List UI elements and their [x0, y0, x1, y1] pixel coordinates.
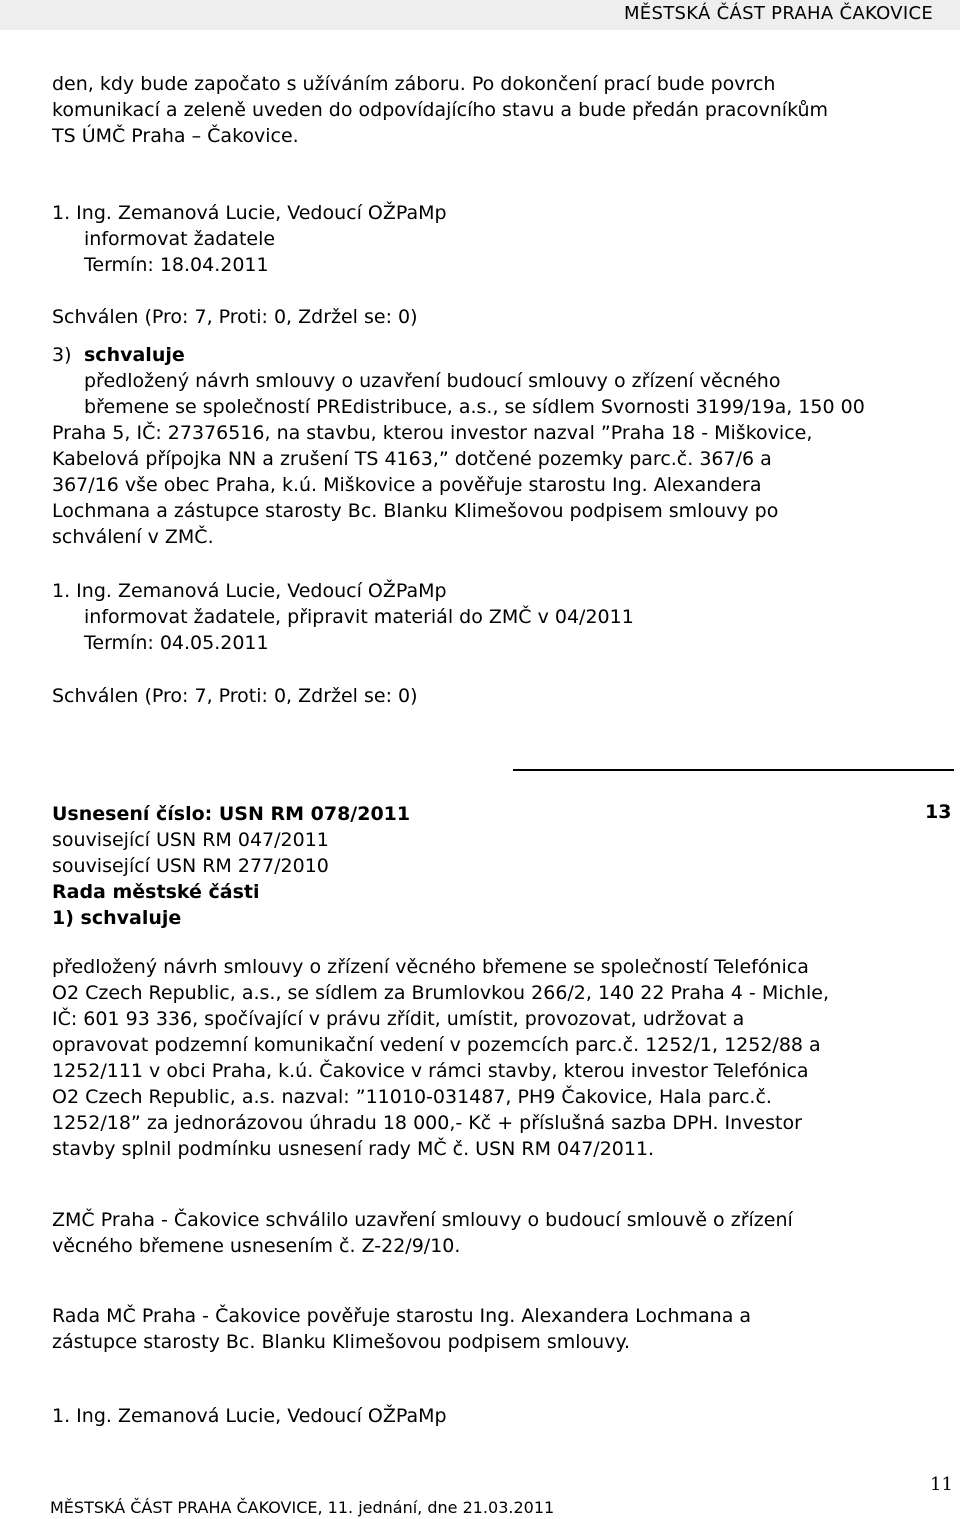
resolution-number: Usnesení číslo: USN RM 078/2011: [52, 803, 411, 825]
text-line: Lochmana a zástupce starosty Bc. Blanku Klimešovou podpisem smlouvy po: [52, 500, 779, 522]
related-resolution: související USN RM 047/2011: [52, 829, 329, 851]
page-number: 11: [930, 1474, 953, 1495]
task-responsible: 1. Ing. Zemanová Lucie, Vedoucí OŽPaMp: [52, 1405, 447, 1427]
text-line: zástupce starosty Bc. Blanku Klimešovou podpisem smlouvy.: [52, 1331, 631, 1353]
page-footer: MĚSTSKÁ ČÁST PRAHA ČAKOVICE, 11. jednání, dne 21.03.2011: [50, 1498, 555, 1517]
related-resolution: související USN RM 277/2010: [52, 855, 329, 877]
task-deadline: Termín: 04.05.2011: [84, 632, 269, 654]
text-line: IČ: 601 93 336, spočívající v právu zřídit, umístit, provozovat, udržovat a: [52, 1008, 745, 1030]
item-number: 3): [52, 344, 72, 366]
text-line: 1252/111 v obci Praha, k.ú. Čakovice v rámci stavby, kterou investor Telefónica: [52, 1060, 809, 1082]
task-deadline: Termín: 18.04.2011: [84, 254, 269, 276]
resolution-index: 13: [925, 801, 952, 823]
text-line: komunikací a zeleně uveden do odpovídajícího stavu a bude předán pracovníkům: [52, 99, 829, 121]
text-line: předložený návrh smlouvy o zřízení věcného břemene se společností Telefónica: [52, 956, 809, 978]
header-title: MĚSTSKÁ ČÁST PRAHA ČAKOVICE: [623, 3, 933, 24]
page-header: [0, 0, 960, 30]
text-line: 1252/18” za jednorázovou úhradu 18 000,- Kč + příslušná sazba DPH. Investor: [52, 1112, 802, 1134]
text-line: břemene se společností PREdistribuce, a.s., se sídlem Svornosti 3199/19a, 150 00: [84, 396, 865, 418]
text-line: opravovat podzemní komunikační vedení v pozemcích parc.č. 1252/1, 1252/88 a: [52, 1034, 821, 1056]
task-description: informovat žadatele, připravit materiál do ZMČ v 04/2011: [84, 606, 634, 628]
task-responsible: 1. Ing. Zemanová Lucie, Vedoucí OŽPaMp: [52, 202, 447, 224]
council-heading: Rada městské části: [52, 881, 260, 903]
text-line: schválení v ZMČ.: [52, 526, 214, 548]
section-divider: [513, 769, 954, 771]
text-line: předložený návrh smlouvy o uzavření budoucí smlouvy o zřízení věcného: [84, 370, 781, 392]
vote-result: Schválen (Pro: 7, Proti: 0, Zdržel se: 0): [52, 685, 418, 707]
text-line: stavby splnil podmínku usnesení rady MČ č. USN RM 047/2011.: [52, 1138, 655, 1160]
text-line: Rada MČ Praha - Čakovice pověřuje starostu Ing. Alexandera Lochmana a: [52, 1305, 752, 1327]
task-description: informovat žadatele: [84, 228, 276, 250]
resolution-verb: schvaluje: [84, 344, 185, 366]
task-responsible: 1. Ing. Zemanová Lucie, Vedoucí OŽPaMp: [52, 580, 447, 602]
resolution-verb: 1) schvaluje: [52, 907, 182, 929]
text-line: den, kdy bude započato s užíváním záboru. Po dokončení prací bude povrch: [52, 73, 776, 95]
text-line: Praha 5, IČ: 27376516, na stavbu, kterou investor nazval ”Praha 18 - Miškovice,: [52, 422, 813, 444]
text-line: věcného břemene usnesením č. Z-22/9/10.: [52, 1235, 461, 1257]
text-line: O2 Czech Republic, a.s., se sídlem za Brumlovkou 266/2, 140 22 Praha 4 - Michle,: [52, 982, 829, 1004]
text-line: 367/16 vše obec Praha, k.ú. Miškovice a pověřuje starostu Ing. Alexandera: [52, 474, 762, 496]
text-line: TS ÚMČ Praha – Čakovice.: [52, 125, 299, 147]
text-line: Kabelová přípojka NN a zrušení TS 4163,” dotčené pozemky parc.č. 367/6 a: [52, 448, 772, 470]
text-line: O2 Czech Republic, a.s. nazval: ”11010-031487, PH9 Čakovice, Hala parc.č.: [52, 1086, 772, 1108]
vote-result: Schválen (Pro: 7, Proti: 0, Zdržel se: 0): [52, 306, 418, 328]
text-line: ZMČ Praha - Čakovice schválilo uzavření smlouvy o budoucí smlouvě o zřízení: [52, 1209, 793, 1231]
